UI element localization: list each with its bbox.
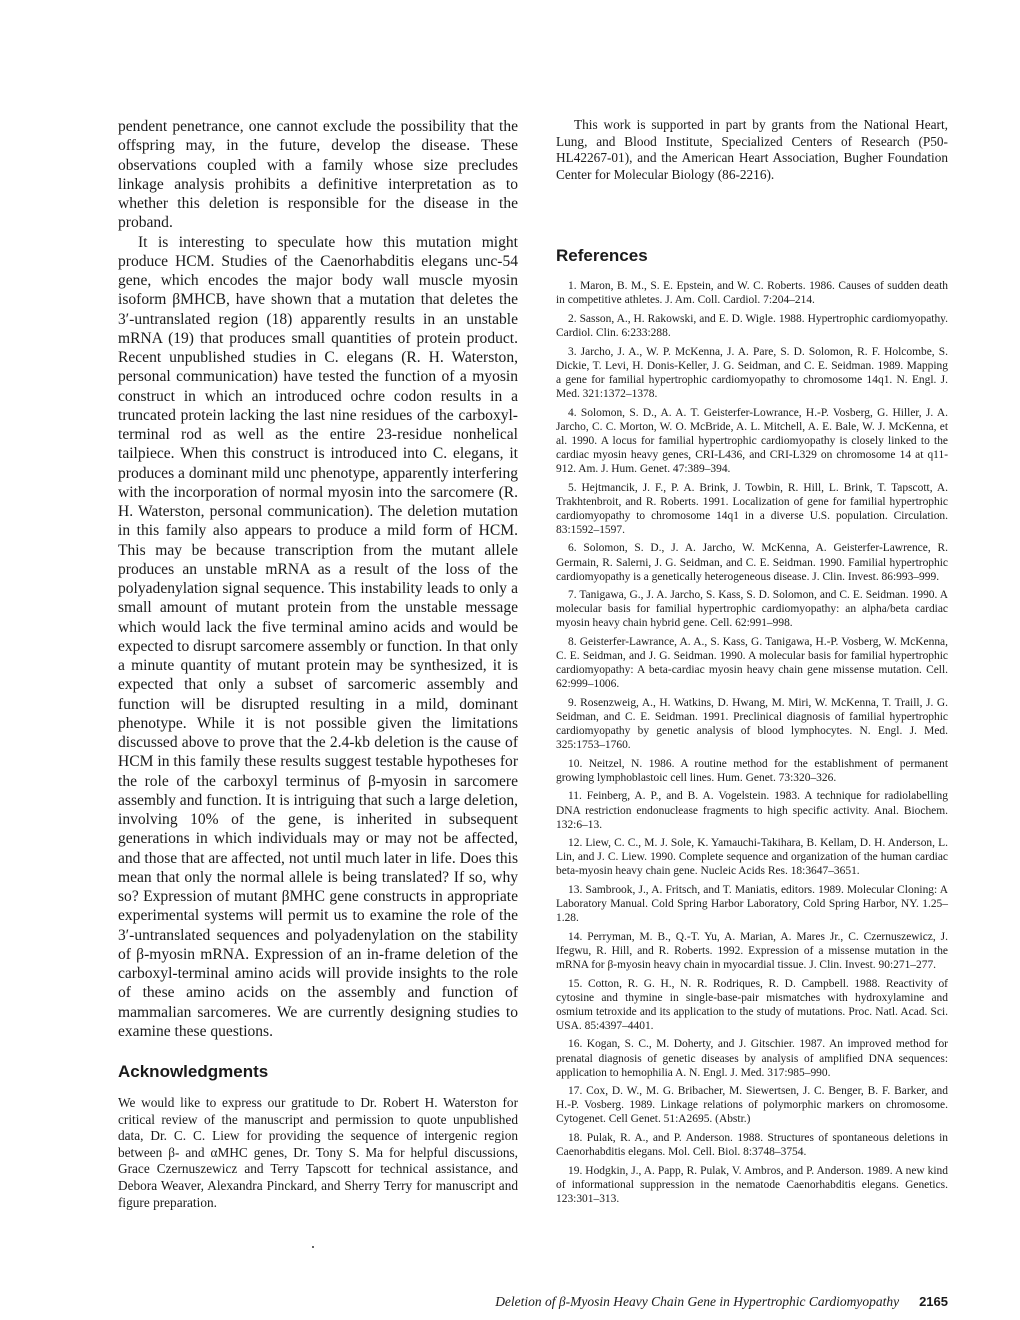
grant-support-text: This work is supported in part by grants from the National Heart, Lung, and Blood Institute, Specialized Centers of Research (P50-HL42267-01), and the American Heart Association, Bugher Foundation Center for Molecular Biology (86-2216). — [556, 117, 948, 182]
reference-item: 18. Pulak, R. A., and P. Anderson. 1988. Structures of spontaneous deletions in Caenorhabditis elegans. Mol. Cell. Biol. 8:3748–3754. — [556, 1132, 948, 1159]
running-title: Deletion of β-Myosin Heavy Chain Gene in Hypertrophic Cardiomyopathy — [495, 1294, 900, 1309]
reference-item: 7. Tanigawa, G., J. A. Jarcho, S. Kass, S. D. Solomon, and C. E. Seidman. 1990. A molecular basis for familial hypertrophic cardiomyopathy: an alpha/beta cardiac myosin heavy chain hybrid gene. Cell. 62:991–998. — [556, 589, 948, 630]
body-paragraph-1: pendent penetrance, one cannot exclude the possibility that the offspring may, in the future, develop the disease. These observations coupled with a family whose size precludes linkage analysis prohibits a definitive interpretation as to whether this deletion is responsible for the disease in the proband. — [118, 118, 518, 232]
page-number: 2165 — [919, 1294, 948, 1309]
reference-item: 19. Hodgkin, J., A. Papp, R. Pulak, V. Ambros, and P. Anderson. 1989. A new kind of informational suppression in the nematode Caenorhabditis elegans. Genetics. 123:301–313. — [556, 1164, 948, 1205]
page-footer — [440, 1294, 948, 1310]
right-column — [556, 117, 948, 1211]
reference-item: 1. Maron, B. M., S. E. Epstein, and W. C. Roberts. 1986. Causes of sudden death in competitive athletes. J. Am. Coll. Cardiol. 7:204–214. — [556, 280, 948, 307]
reference-item: 9. Rosenzweig, A., H. Watkins, D. Hwang, M. Miri, W. McKenna, T. Traill, J. G. Seidman, and C. E. Seidman. 1991. Preclinical diagnosis of familial hypertrophic cardiomyopathy by genetic analysis of blood lymphocytes. N. Engl. J. Med. 325:1753–1760. — [556, 696, 948, 752]
reference-item: 17. Cox, D. W., M. G. Bribacher, M. Siewertsen, J. C. Benger, B. F. Barker, and H.-P. Vosberg. 1989. Linkage relations of polymorphic markers on chromosome. Cytogenet. Cell Genet. 51:A2695. (Abstr.) — [556, 1085, 948, 1126]
reference-item: 6. Solomon, S. D., J. A. Jarcho, W. McKenna, A. Geisterfer-Lawrence, R. Germain, R. Salerni, J. G. Seidman, and C. E. Seidman. 1990. Familial hypertrophic cardiomyopathy is a genetically heterogeneous disease. J. Clin. Invest. 86:993–999. — [556, 542, 948, 583]
reference-item: 2. Sasson, A., H. Rakowski, and E. D. Wigle. 1988. Hypertrophic cardiomyopathy. Cardiol. Clin. 6:233:288. — [556, 313, 948, 340]
references-heading: References — [556, 246, 648, 266]
reference-item: 15. Cotton, R. G. H., N. R. Rodriques, R. D. Campbell. 1988. Reactivity of cytosine and thymine in single-base-pair mismatches with hydroxylamine and osmium tetroxide and its application to the study of mutations. Proc. Natl. Acad. Sci. USA. 85:4397–4401. — [556, 977, 948, 1032]
body-paragraph-2: It is interesting to speculate how this mutation might produce HCM. Studies of the Caenorhabditis elegans unc-54 gene, which encodes the major body wall muscle myosin isoform βMHCB, have shown that a mutation that deletes the 3′-untranslated region (18) apparently results in an unstable mRNA (19) that produces small quantities of protein product. Recent unpublished studies in C. elegans (R. H. Waterston, personal communication) have tested the function of a myosin construct in which an introduced ochre codon results in a truncated protein lacking the last nine residues of the carboxyl-terminal rod as well as the entire 23-residue nonhelical tailpiece. When this construct is introduced into C. elegans, it produces a dominant mild unc phenotype, apparently interfering with the incorporation of normal myosin into the sarcomere (R. H. Waterston, personal communication). The deletion mutation in this family also appears to produce a mild form of HCM. This may be because transcription from the mutant allele produces an unstable mRNA as a result of the loss of the polyadenylation signal sequence. This instability leads to only a small amount of mutant protein from the unstable message which would lack the five terminal amino acids and would be expected to disrupt sarcomere assembly or function. In that only a minute quantity of mutant protein may be synthesized, it is expected that only a subset of sarcomeric assembly and function will be disrupted resulting in a mild, dominant phenotype. While it is not possible given the limitations discussed above to prove that the 2.4-kb deletion is the cause of HCM in this family these results suggest testable hypotheses for the role of the carboxyl terminus of β-myosin in sarcomere assembly and function. It is intriguing that such a large deletion, involving 10% of the gene, is inherited in subsequent generations in which individuals may or may not be affected, and those that are affected, not until much later in life. Does this mean that only the normal allele is being translated? If so, why so? Expression of mutant βMHC gene constructs in appropriate experimental systems will permit us to examine the role of the 3′-untranslated sequences and polyadenylation on the stability of β-myosin mRNA. Expression of an in-frame deletion of the carboxyl-terminal amino acids will provide insights to the role of these amino acids on the assembly and function of mammalian sarcomeres. We are currently designing studies to examine these questions. — [118, 233, 518, 1040]
reference-item: 5. Hejtmancik, J. F., P. A. Brink, J. Towbin, R. Hill, L. Brink, T. Tapscott, A. Trakhtenbroit, and R. Roberts. 1991. Localization of gene for familial hypertrophic cardiomyopathy to chromosome 14q1 in a diverse U.S. population. Circulation. 83:1592–1597. — [556, 481, 948, 536]
reference-item: 8. Geisterfer-Lawrance, A. A., S. Kass, G. Tanigawa, H.-P. Vosberg, W. McKenna, C. E. Seidman, and J. G. Seidman. 1990. A molecular basis for familial hypertrophic cardiomyopathy: A beta-cardiac myosin heavy chain gene missense mutation. Cell. 62:999–1006. — [556, 636, 948, 691]
reference-item: 11. Feinberg, A. P., and B. A. Vogelstein. 1983. A technique for radiolabelling DNA restriction endonuclease fragments to high specific activity. Anal. Biochem. 132:6–13. — [556, 790, 948, 831]
reference-item: 16. Kogan, S. C., M. Doherty, and J. Gitschier. 1987. An improved method for prenatal diagnosis of genetic diseases by analysis of amplified DNA sequences: application to hemophilia A. N. Engl. J. Med. 317:985–990. — [556, 1038, 948, 1079]
reference-list — [556, 279, 948, 1206]
reference-item: 13. Sambrook, J., A. Fritsch, and T. Maniatis, editors. 1989. Molecular Cloning: A Laboratory Manual. Cold Spring Harbor Laboratory, Cold Spring Harbor, NY. 1.25–1.28. — [556, 884, 948, 925]
reference-item: 4. Solomon, S. D., A. A. T. Geisterfer-Lowrance, H.-P. Vosberg, G. Hiller, J. A. Jarcho, C. C. Morton, W. O. McBride, A. L. Mitchell, A. E. Bale, W. J. McKenna, et al. 1990. A locus for familial hypertrophic cardiomyopathy is closely linked to the cardiac myosin heavy genes, CRI-L436, and CRI-L329 on chromosome 14 at q11-912. Am. J. Hum. Genet. 47:389–394. — [556, 406, 948, 475]
reference-item: 10. Neitzel, N. 1986. A routine method for the establishment of permanent growing lymphoblastoic cell lines. Hum. Genet. 73:320–326. — [556, 757, 948, 784]
acknowledgments-text: We would like to express our gratitude to Dr. Robert H. Waterston for critical review of the manuscript and permission to quote unpublished data, Dr. C. C. Liew for providing the sequence of intergenic region between β- and αMHC genes, Dr. Tony S. Ma for helpful discussions, Grace Czernuszewicz and Terry Tapscott for technical assistance, and Debora Weaver, Alexandra Pinckard, and Sherry Terry for manuscript and figure preparation. — [118, 1095, 518, 1210]
acknowledgments-heading: Acknowledgments — [118, 1062, 269, 1081]
reference-item: 14. Perryman, M. B., Q.-T. Yu, A. Marian, A. Mares Jr., C. Czernuszewicz, J. Ifegwu, R. Hill, and R. Roberts. 1992. Expression of a missense mutation in the mRNA for β-myosin heavy chain in myocardial tissue. J. Clin. Invest. 90:271–277. — [556, 930, 948, 971]
reference-item: 3. Jarcho, J. A., W. P. McKenna, J. A. Pare, S. D. Solomon, R. F. Holcombe, S. Dickie, T. Levi, H. Donis-Keller, J. G. Seidman, and C. E. Seidman. 1989. Mapping a gene for familial hypertrophic cardiomyopathy to chromosome 14q1. N. Engl. J. Med. 321:1372–1378. — [556, 345, 948, 401]
reference-item: 12. Liew, C. C., M. J. Sole, K. Yamauchi-Takihara, B. Kellam, D. H. Anderson, L. Lin, and J. C. Liew. 1990. Complete sequence and organization of the human cardiac beta-myosin heavy chain gene. Nucleic Acids Res. 18:3647–3651. — [556, 837, 948, 878]
stray-mark — [312, 1246, 314, 1248]
left-column — [118, 117, 518, 1211]
